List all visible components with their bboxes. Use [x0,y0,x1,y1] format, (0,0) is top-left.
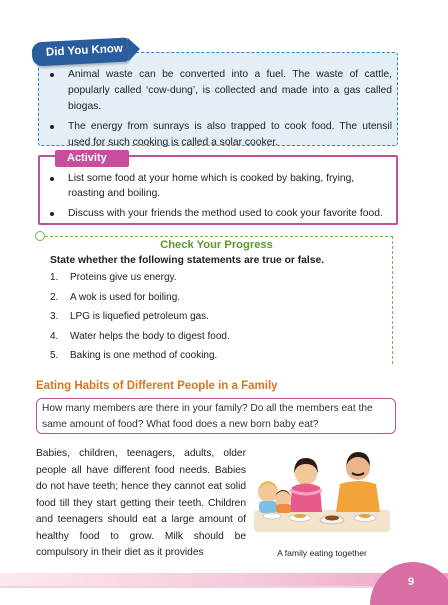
question-box: How many members are there in your family? Do all the members eat the same amount of food? What food does a new born baby eat? [36,398,396,434]
item-text: Baking is one method of cooking. [70,350,218,362]
item-text: Water helps the body to digest food. [70,330,230,342]
page-number: 9 [407,576,415,588]
item-text: LPG is liquefied petroleum gas. [70,311,209,323]
list-item [50,272,380,292]
illustration-caption: A family eating together [277,548,367,558]
list-item: List some food at your home which is cooked by baking, frying, roasting and boiling. [46,171,392,201]
did-you-know-list [46,67,392,155]
section-heading: Eating Habits of Different People in a Family [36,380,278,392]
list-item [50,331,380,351]
family-eating-illustration [250,440,394,545]
item-number: 1. [50,272,59,283]
item-number: 4. [50,330,59,342]
item-text: Proteins give us energy. [70,272,177,283]
list-item: The energy from sunrays is also trapped to cook food. The utensil used for such cooking is called a solar cooker. [46,119,392,151]
activity-list [46,171,392,226]
list-item [50,350,380,370]
list-item: Discuss with your friends the method used to cook your favorite food. [46,206,392,221]
body-paragraph: Babies, children, teenagers, adults, older people all have different food needs. Babies do not have teeth; hence they cannot eat solid food till they start getting their teeth. Children and teenagers should eat a large amount of healthy food to grow. Milk should be compulsory in their diet as it provides [36,448,246,558]
item-number: 3. [50,311,59,323]
list-item [50,292,380,312]
list-item: Animal waste can be converted into a fuel. The waste of cattle, popularly called ‘cow-dung’, is collected and made into a gas called biogas. [46,67,392,115]
item-text: A wok is used for boiling. [70,291,181,303]
item-number: 2. [50,291,59,303]
list-item [50,311,380,331]
check-progress-list [50,272,380,370]
check-progress-title: Check Your Progress [160,239,273,251]
check-progress-instruction: State whether the following statements are true or false. [50,255,325,266]
did-you-know-title: Did You Know [31,38,128,67]
activity-title: Activity [55,150,129,167]
item-number: 5. [50,350,59,362]
